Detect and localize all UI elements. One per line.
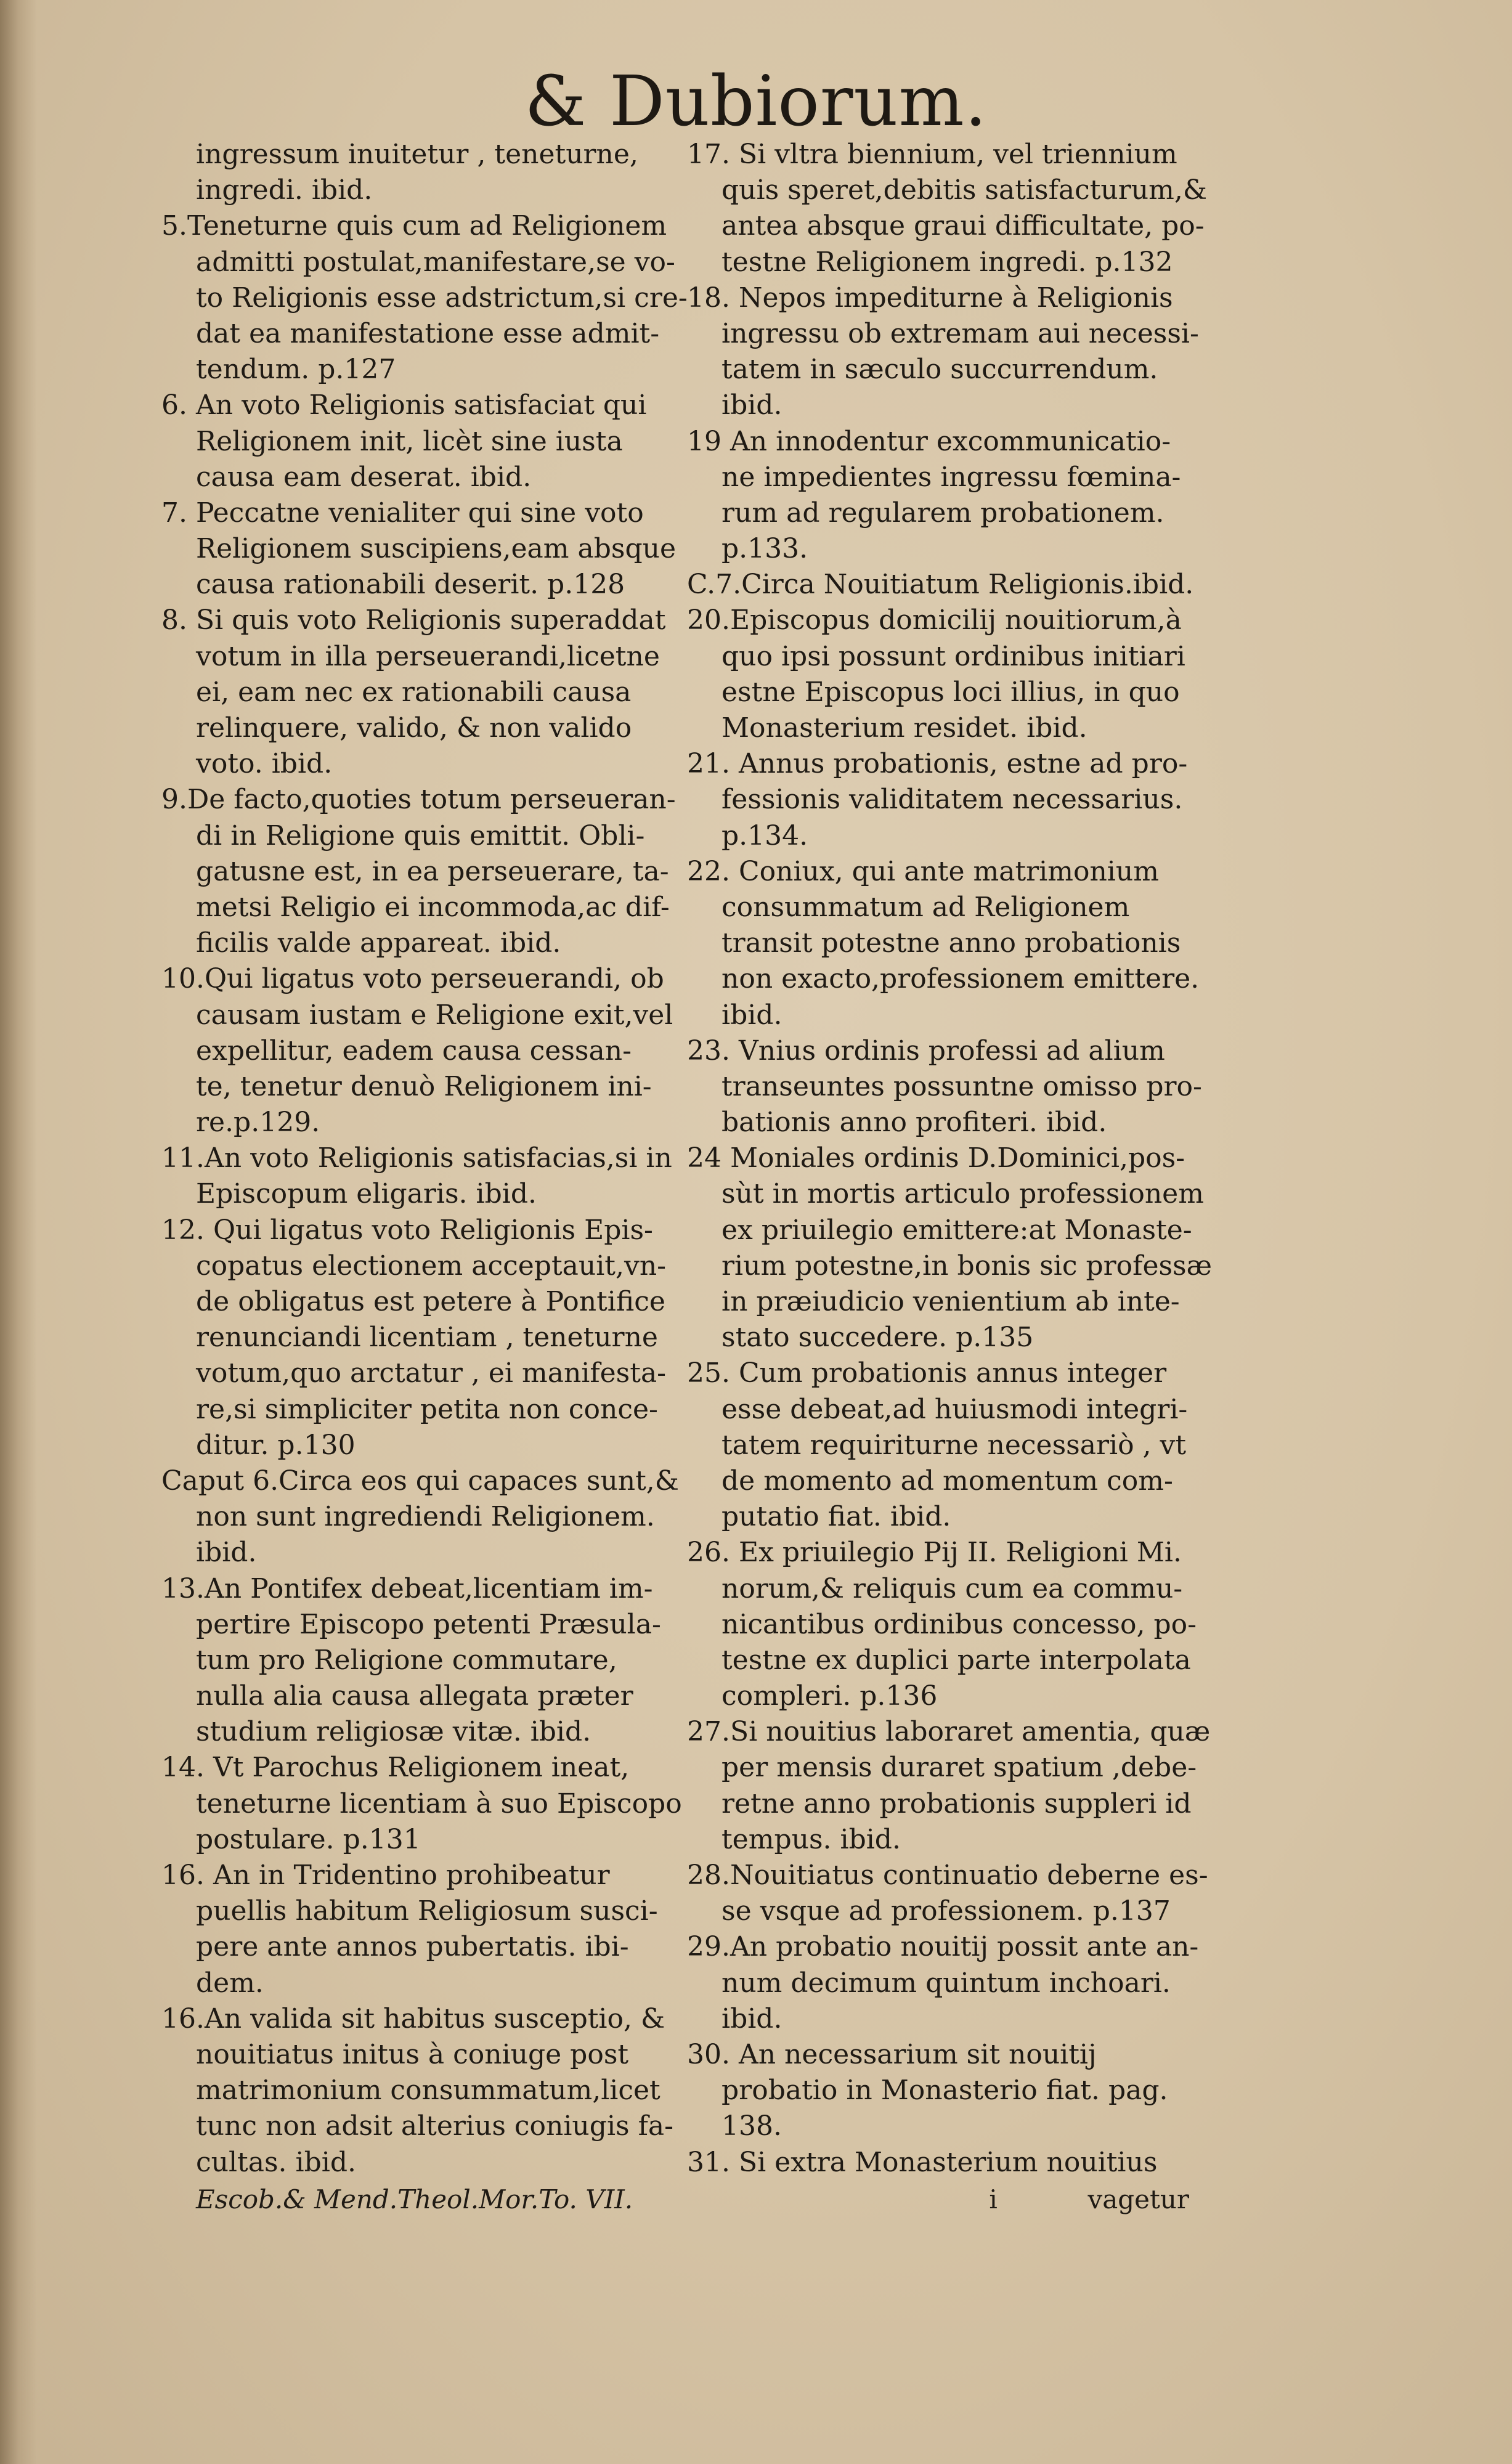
index-line: ibid. xyxy=(721,389,782,421)
index-line: testne Religionem ingredi. p.132 xyxy=(721,246,1173,278)
index-line: testne ex duplici parte interpolata xyxy=(721,1644,1191,1676)
index-line: votum,quo arctatur , ei manifesta- xyxy=(196,1357,667,1389)
index-line: 27.Si nouitius laboraret amentia, quæ xyxy=(687,1716,1211,1748)
index-line: 9.De facto,quoties totum perseueran- xyxy=(161,784,676,816)
index-line: 23. Vnius ordinis professi ad alium xyxy=(687,1035,1165,1067)
index-line: per mensis duraret spatium ,debe- xyxy=(721,1752,1197,1784)
index-line: fessionis validitatem necessarius. xyxy=(721,784,1183,816)
index-line: dat ea manifestatione esse admit- xyxy=(196,317,660,349)
index-line: tatem in sæculo succurrendum. xyxy=(721,354,1158,386)
right-column xyxy=(687,137,1217,2181)
index-line: probatio in Monasterio fiat. pag. xyxy=(721,2075,1168,2107)
index-line: se vsque ad professionem. p.137 xyxy=(721,1895,1171,1927)
index-line: consummatum ad Religionem xyxy=(721,891,1130,923)
index-line: nouitiatus initus à coniuge post xyxy=(196,2038,629,2070)
index-line: num decimum quintum inchoari. xyxy=(721,1967,1171,1999)
index-line: 31. Si extra Monasterium nouitius xyxy=(687,2146,1158,2178)
index-line: cultas. ibid. xyxy=(196,2146,356,2178)
index-line: ne impedientes ingressu fœmina- xyxy=(721,461,1181,493)
index-line: quis speret,debitis satisfacturum,& xyxy=(721,174,1208,206)
index-line: 17. Si vltra biennium, vel triennium xyxy=(687,139,1177,170)
index-line: esse debeat,ad huiusmodi integri- xyxy=(721,1393,1188,1425)
index-line: 16. An in Tridentino prohibeatur xyxy=(161,1860,610,1891)
index-line: bationis anno profiteri. ibid. xyxy=(721,1107,1107,1139)
index-line: 30. An necessarium sit nouitij xyxy=(687,2038,1097,2070)
index-line: p.133. xyxy=(721,533,808,565)
index-line: 138. xyxy=(721,2110,782,2142)
index-line: 22. Coniux, qui ante matrimonium xyxy=(687,855,1159,887)
index-line: ditur. p.130 xyxy=(196,1429,356,1461)
index-line: ingressum inuitetur , teneturne, xyxy=(196,139,638,170)
index-line: 8. Si quis voto Religionis superaddat xyxy=(161,604,666,636)
index-line: transeuntes possuntne omisso pro- xyxy=(721,1070,1202,1102)
index-line: 6. An voto Religionis satisfaciat qui xyxy=(161,389,647,421)
index-line: rium potestne,in bonis sic professæ xyxy=(721,1250,1212,1282)
index-line: ingredi. ibid. xyxy=(196,174,373,206)
index-line: putatio fiat. ibid. xyxy=(721,1501,951,1533)
index-line: 14. Vt Parochus Religionem ineat, xyxy=(161,1752,630,1784)
index-line: 16.An valida sit habitus susceptio, & xyxy=(161,2003,665,2035)
index-line: Caput 6.Circa eos qui capaces sunt,& xyxy=(161,1465,679,1497)
index-line: 5.Teneturne quis cum ad Religionem xyxy=(161,210,667,242)
index-line: te, tenetur denuò Religionem ini- xyxy=(196,1070,652,1102)
index-line: ei, eam nec ex rationabili causa xyxy=(196,676,632,708)
index-line: C.7.Circa Nouitiatum Religionis.ibid. xyxy=(687,569,1194,601)
index-line: teneturne licentiam à suo Episcopo xyxy=(196,1787,682,1820)
index-line: causa eam deserat. ibid. xyxy=(196,461,532,493)
index-line: tatem requiriturne necessariò , vt xyxy=(721,1429,1187,1461)
index-line: norum,& reliquis cum ea commu- xyxy=(721,1572,1183,1604)
index-line: ibid. xyxy=(721,2003,782,2035)
index-line: tunc non adsit alterius coniugis fa- xyxy=(196,2110,673,2142)
index-line: 21. Annus probationis, estne ad pro- xyxy=(687,748,1188,780)
index-line: antea absque graui difficultate, po- xyxy=(721,210,1205,242)
index-line: de momento ad momentum com- xyxy=(721,1465,1173,1497)
index-line: 24 Moniales ordinis D.Dominici,pos- xyxy=(687,1142,1185,1174)
index-line: 11.An voto Religionis satisfacias,si in xyxy=(161,1142,672,1174)
index-line: non sunt ingrediendi Religionem. xyxy=(196,1501,655,1533)
index-line: to Religionis esse adstrictum,si cre- xyxy=(196,282,688,314)
index-line: Religionem init, licèt sine iusta xyxy=(196,425,623,457)
index-line: stato succedere. p.135 xyxy=(721,1322,1034,1354)
catchword-line xyxy=(967,2184,1189,2214)
index-line: causa rationabili deserit. p.128 xyxy=(196,569,625,601)
index-line: di in Religione quis emittit. Obli- xyxy=(196,819,645,852)
index-line: renunciandi licentiam , teneturne xyxy=(196,1322,658,1354)
index-line: tendum. p.127 xyxy=(196,354,396,386)
index-line: 19 An innodentur excommunicatio- xyxy=(687,425,1171,457)
index-line: 13.An Pontifex debeat,licentiam im- xyxy=(161,1572,653,1604)
index-line: ibid. xyxy=(196,1537,257,1569)
index-line: 28.Nouitiatus continuatio deberne es- xyxy=(687,1860,1208,1891)
index-line: ex priuilegio emittere:at Monaste- xyxy=(721,1214,1192,1246)
index-line: postulare. p.131 xyxy=(196,1823,421,1855)
index-line: studium religiosæ vitæ. ibid. xyxy=(196,1716,591,1748)
index-line: dem. xyxy=(196,1967,264,1999)
index-line: voto. ibid. xyxy=(196,748,333,780)
index-line: 10.Qui ligatus voto perseuerandi, ob xyxy=(161,963,664,995)
index-line: causam iustam e Religione exit,vel xyxy=(196,999,673,1031)
index-line: re,si simpliciter petita non conce- xyxy=(196,1393,658,1425)
index-line: relinquere, valido, & non valido xyxy=(196,712,632,744)
index-line: nulla alia causa allegata præter xyxy=(196,1680,633,1712)
index-line: compleri. p.136 xyxy=(721,1680,938,1712)
index-line: votum in illa perseuerandi,licetne xyxy=(196,640,660,672)
index-line: in præiudicio venientium ab inte- xyxy=(721,1286,1180,1317)
running-header: & Dubiorum. xyxy=(524,62,988,142)
left-column xyxy=(161,137,691,2181)
index-line: estne Episcopus loci illius, in quo xyxy=(721,676,1180,708)
index-line: 12. Qui ligatus voto Religionis Epis- xyxy=(161,1214,653,1246)
index-line: nicantibus ordinibus concesso, po- xyxy=(721,1608,1197,1640)
index-line: transit potestne anno probationis xyxy=(721,927,1181,959)
index-line: rum ad regularem probationem. xyxy=(721,497,1164,529)
index-line: expellitur, eadem causa cessan- xyxy=(196,1035,632,1067)
index-line: sùt in mortis articulo professionem xyxy=(721,1178,1204,1210)
index-line: de obligatus est petere à Pontifice xyxy=(196,1286,665,1317)
index-line: retne anno probationis suppleri id xyxy=(721,1787,1192,1820)
index-line: 18. Nepos impediturne à Religionis xyxy=(687,282,1173,314)
index-line: tempus. ibid. xyxy=(721,1823,901,1855)
index-line: matrimonium consummatum,licet xyxy=(196,2075,660,2107)
index-line: 29.An probatio nouitij possit ante an- xyxy=(687,1931,1199,1963)
index-line: metsi Religio ei incommoda,ac dif- xyxy=(196,891,670,923)
index-line: non exacto,professionem emittere. xyxy=(721,963,1200,995)
index-line: p.134. xyxy=(721,819,808,852)
index-line: puellis habitum Religiosum susci- xyxy=(196,1895,658,1927)
index-line: tum pro Religione commutare, xyxy=(196,1644,617,1676)
index-line: re.p.129. xyxy=(196,1107,320,1139)
index-line: ibid. xyxy=(721,999,782,1031)
page-binding-edge xyxy=(0,0,37,2464)
index-line: 26. Ex priuilegio Pij II. Religioni Mi. xyxy=(687,1537,1182,1569)
index-line: 20.Episcopus domicilij nouitiorum,à xyxy=(687,604,1182,636)
index-line: ficilis valde appareat. ibid. xyxy=(196,927,561,959)
signature-line: Escob.& Mend.Theol.Mor.To. VII. xyxy=(196,2184,633,2214)
signature-mark: i xyxy=(989,2184,998,2214)
index-line: quo ipsi possunt ordinibus initiari xyxy=(721,640,1185,672)
index-line: ingressu ob extremam aui necessi- xyxy=(721,317,1199,349)
index-line: gatusne est, in ea perseuerare, ta- xyxy=(196,855,669,887)
index-line: admitti postulat,manifestare,se vo- xyxy=(196,246,675,278)
index-line: Episcopum eligaris. ibid. xyxy=(196,1178,537,1210)
index-line: 7. Peccatne venialiter qui sine voto xyxy=(161,497,644,529)
index-line: 25. Cum probationis annus integer xyxy=(687,1357,1167,1389)
index-line: pertire Episcopo petenti Præsula- xyxy=(196,1608,661,1640)
index-line: Religionem suscipiens,eam absque xyxy=(196,533,677,565)
index-line: copatus electionem acceptauit,vn- xyxy=(196,1250,667,1282)
catchword: vagetur xyxy=(1087,2184,1189,2214)
index-line: Monasterium residet. ibid. xyxy=(721,712,1087,744)
index-line: pere ante annos pubertatis. ibi- xyxy=(196,1931,629,1963)
